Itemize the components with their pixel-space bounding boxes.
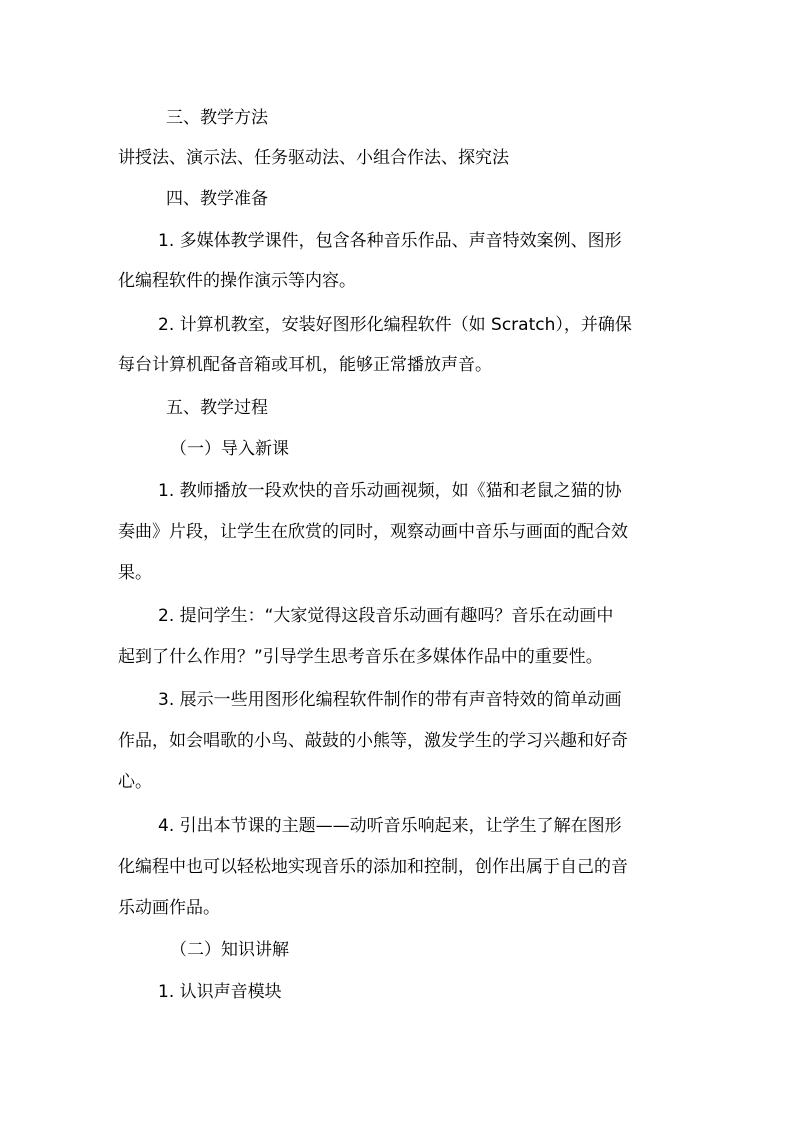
paragraph-prep-item-2-line-1: 2. 计算机教室，安装好图形化编程软件（如 Scratch），并确保 [158,315,632,335]
heading-teaching-methods: 三、教学方法 [166,108,268,128]
paragraph-intro-item-2-line-1: 2. 提问学生：“大家觉得这段音乐动画有趣吗？音乐在动画中 [158,606,614,626]
paragraph-intro-item-3-line-1: 3. 展示一些用图形化编程软件制作的带有声音特效的简单动画 [158,690,622,710]
paragraph-intro-item-1-line-2: 奏曲》片段，让学生在欣赏的同时，观察动画中音乐与画面的配合效 [118,522,628,542]
paragraph-intro-item-4-line-1: 4. 引出本节课的主题——动听音乐响起来，让学生了解在图形 [158,816,622,836]
paragraph-intro-item-3-line-3: 心。 [118,772,152,792]
paragraph-intro-item-2-line-2: 起到了什么作用？”引导学生思考音乐在多媒体作品中的重要性。 [118,647,603,667]
subheading-introduction: （一）导入新课 [170,439,289,459]
heading-teaching-process: 五、教学过程 [166,398,268,418]
paragraph-intro-item-4-line-2: 化编程中也可以轻松地实现音乐的添加和控制，创作出属于自己的音 [118,857,628,877]
paragraph-prep-item-1-line-1: 1. 多媒体教学课件，包含各种音乐作品、声音特效案例、图形 [158,231,622,251]
subheading-knowledge-explanation: （二）知识讲解 [170,940,289,960]
paragraph-prep-item-1-line-2: 化编程软件的操作演示等内容。 [118,271,356,291]
paragraph-intro-item-1-line-3: 果。 [118,563,152,583]
paragraph-intro-item-1-line-1: 1. 教师播放一段欢快的音乐动画视频，如《猫和老鼠之猫的协 [158,481,622,501]
paragraph-prep-item-2-line-2: 每台计算机配备音箱或耳机，能够正常播放声音。 [118,355,492,375]
paragraph-intro-item-4-line-3: 乐动画作品。 [118,898,220,918]
heading-teaching-preparation: 四、教学准备 [166,189,268,209]
paragraph-knowledge-item-1: 1. 认识声音模块 [158,982,282,1002]
paragraph-methods-list: 讲授法、演示法、任务驱动法、小组合作法、探究法 [118,148,509,168]
paragraph-intro-item-3-line-2: 作品，如会唱歌的小鸟、敲鼓的小熊等，激发学生的学习兴趣和好奇 [118,731,628,751]
